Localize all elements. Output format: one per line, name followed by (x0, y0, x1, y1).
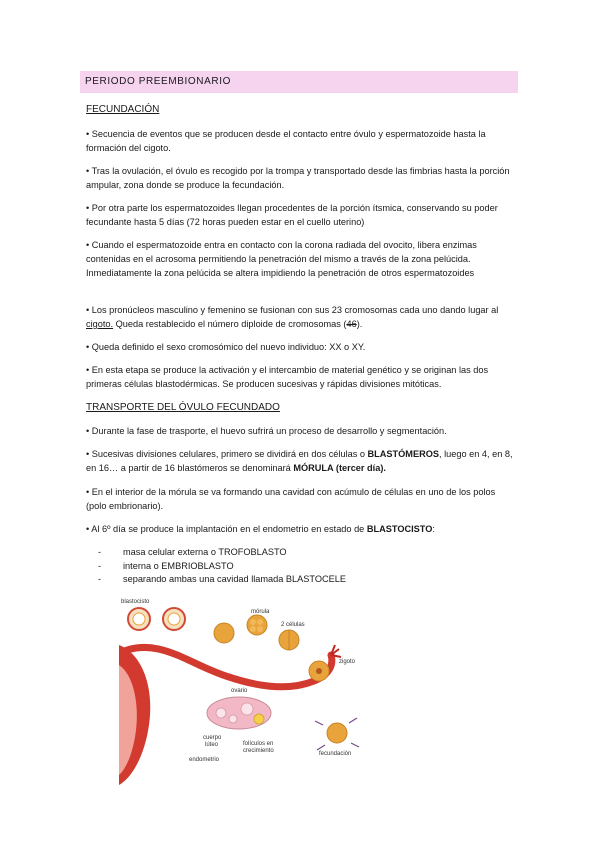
list-item-text: masa celular externa o TROFOBLASTO (123, 547, 287, 557)
paragraph (86, 303, 514, 331)
follicle (241, 703, 253, 715)
list-dash: - (98, 547, 102, 557)
text-run: • Al 6º día se produce la implantación en el endometrio en estado de (86, 524, 367, 534)
text-run: • Sucesivas divisiones celulares, primero se dividirá en dos células o (86, 449, 368, 459)
text-run: ). (356, 319, 363, 329)
fertilization-diagram (119, 595, 369, 787)
chromosome-number: 46 (346, 319, 357, 329)
heading-transporte: TRANSPORTE DEL ÓVULO FECUNDADO (86, 402, 280, 413)
paragraph: • En esta etapa se produce la activación y el intercambio de material genético y se originan las dos primeras células blastodérmicas. Se producen sucesivas y rápidas divisiones mitóticas. (86, 365, 489, 389)
paragraph: • Cuando el espermatozoide entra en contacto con la corona radiada del ovocito, libera enzimas contenidas en el acrosoma permitiendo la penetración del mismo a través de la zona pelúcida. Inmediatamente la zona pelúcida se altera impidiendo la penetración de otros espermatozoides (86, 240, 477, 278)
label-foliculos: folículos en (243, 741, 274, 747)
label-crecimiento: crecimiento (243, 748, 274, 754)
term-cigoto: cigoto. (86, 319, 114, 329)
text-run: : (432, 524, 435, 534)
label-cuerpo: cuerpo (203, 735, 222, 741)
paragraph: • Secuencia de eventos que se producen desde el contacto entre óvulo y espermatozoide hasta la formación del cigoto. (86, 129, 486, 153)
fimbriae (331, 645, 341, 657)
title-bar (80, 71, 518, 93)
cleavage-stage (214, 623, 234, 643)
paragraph: • En el interior de la mórula se va formando una cavidad con acúmulo de células en uno de los polos (polo embrionario). (86, 487, 496, 511)
follicle (216, 708, 226, 718)
text-run: , luego en 4, en 8, en 16… a partir de 16 blastómeros se denominará (86, 449, 513, 473)
corpus-luteum (254, 714, 264, 724)
label-fecundacion: fecundación (319, 751, 352, 757)
paragraph (86, 447, 514, 475)
paragraph: • Por otra parte los espermatozoides llegan procedentes de la porción ítsmica, conservando su poder fecundante hasta 5 días (72 horas pueden estar en el cuello uterino) (86, 203, 498, 227)
heading-fecundacion: FECUNDACIÓN (86, 104, 160, 115)
morula (247, 615, 267, 635)
blastocyst-inner (133, 613, 145, 625)
list-dash: - (98, 560, 102, 571)
term-blastocisto: BLASTOCISTO (366, 524, 433, 534)
label-dos-celulas: 2 células (281, 622, 305, 628)
label-luteo: lúteo (205, 742, 219, 748)
list-item-text: interna o EMBRIOBLASTO (123, 560, 234, 571)
label-morula: mórula (251, 609, 270, 615)
label-endometrio: endometrio (189, 757, 220, 763)
zygote-nucleus (316, 668, 322, 674)
paragraph: • Durante la fase de trasporte, el huevo sufrirá un proceso de desarrollo y segmentación. (86, 426, 447, 436)
term-blastomeros: BLASTÓMEROS (367, 449, 439, 459)
list-dash: - (98, 574, 102, 584)
fertilization-illustration (119, 595, 369, 787)
paragraph: • Queda definido el sexo cromosómico del nuevo individuo: XX o XY. (86, 342, 366, 352)
follicle (229, 715, 237, 723)
uterine-tube (119, 647, 332, 686)
list-item-text: separando ambas una cavidad llamada BLASTOCELE (123, 574, 347, 584)
blastocyst-inner (168, 613, 180, 625)
fertilization-ovum (327, 723, 347, 743)
label-blastocisto: blastocisto (121, 599, 150, 605)
page-title: PERIODO PREEMBIONARIO (85, 76, 231, 87)
term-morula: MÓRULA (tercer día). (293, 463, 386, 473)
paragraph: • Tras la ovulación, el óvulo es recogido por la trompa y transportado desde las fimbrias hasta la porción ampular, zona donde se produce la fecundación. (86, 166, 510, 190)
text-run: • Los pronúcleos masculino y femenino se fusionan con sus 23 cromosomas cada uno dando lugar al (86, 305, 499, 315)
label-ovario: ovario (231, 688, 248, 694)
text-run: Queda restablecido el número diploide de cromosomas ( (113, 319, 347, 329)
label-zigoto: zigoto (339, 659, 356, 665)
paragraph (86, 522, 514, 536)
